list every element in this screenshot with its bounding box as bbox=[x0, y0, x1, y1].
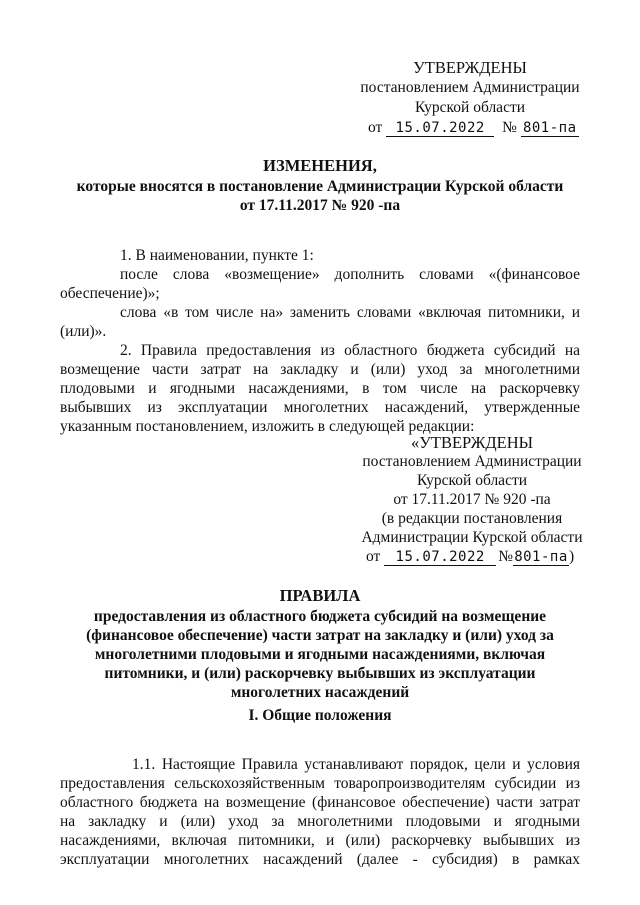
item1-line3: слова «в том числе на» заменить словами «включая питомники, и bbox=[120, 304, 580, 321]
item2-line5: указанным постановлением, изложить в следующей редакции: bbox=[60, 418, 475, 435]
quote-number: 801-па bbox=[514, 549, 568, 565]
approval-line1: постановлением Администрации bbox=[360, 79, 580, 96]
quote-date: 15.07.2022 bbox=[384, 549, 496, 566]
section1-heading: I. Общие положения bbox=[248, 707, 392, 724]
item2-line3: плодовыми и ягодными насаждениями, в том числе на раскорчевку bbox=[60, 380, 580, 397]
rules-sub5: многолетних насаждений bbox=[230, 684, 410, 701]
section1-line1: 1.1. Настоящие Правила устанавливают порядок, цели и условия bbox=[132, 756, 580, 773]
changes-subtitle2: от 17.11.2017 № 920 -па bbox=[239, 197, 401, 214]
item2-line1: 2. Правила предоставления из областного бюджета субсидий на bbox=[120, 342, 580, 359]
quote-block bbox=[352, 433, 592, 569]
approval-num-label: № bbox=[502, 119, 517, 136]
item1-line2: обеспечение)»; bbox=[60, 285, 160, 302]
item1-line1: после слова «возмещение» дополнить словами «(финансовое bbox=[120, 266, 580, 283]
quote-from-label: от bbox=[366, 548, 381, 565]
section1-line2: предоставления сельскохозяйственным товаропроизводителям субсидии из bbox=[60, 775, 580, 792]
quote-line5: Администрации Курской области bbox=[361, 529, 583, 546]
section1-line5: насаждениями, включая питомники, и (или) раскорчевку выбывших из bbox=[60, 832, 580, 849]
quote-date-line bbox=[352, 547, 592, 569]
item1-heading: 1. В наименовании, пункте 1: bbox=[120, 247, 314, 264]
quote-close: ) bbox=[569, 548, 575, 565]
quote-num-label: № bbox=[498, 548, 513, 565]
rules-sub2: (финансовое обеспечение) части затрат на закладку и (или) уход за bbox=[86, 627, 554, 644]
changes-subtitle1: которые вносятся в постановление Администрации Курской области bbox=[76, 178, 564, 195]
quote-title: «УТВЕРЖДЕНЫ bbox=[410, 433, 534, 452]
item2-line4: выбывших из эксплуатации многолетних насаждений, утвержденные bbox=[60, 399, 580, 416]
quote-line4: (в редакции постановления bbox=[381, 510, 563, 527]
item1-line4: (или)». bbox=[60, 323, 107, 340]
approval-line2: Курской области bbox=[414, 99, 526, 116]
approval-date-line bbox=[350, 118, 590, 140]
approval-from-label: от bbox=[368, 119, 383, 136]
section1-line4: на закладку и (или) уход за многолетними плодовыми и ягодными bbox=[60, 813, 580, 830]
approval-title: УТВЕРЖДЕНЫ bbox=[413, 58, 527, 77]
quote-line1: постановлением Администрации bbox=[362, 453, 582, 470]
approval-date: 15.07.2022 bbox=[386, 120, 494, 137]
rules-title: ПРАВИЛА bbox=[279, 586, 361, 605]
section1-line3: областного бюджета на возмещение (финансовое обеспечение) части затрат bbox=[60, 794, 580, 811]
rules-sub4: питомники, и (или) раскорчевку выбывших из эксплуатации bbox=[104, 665, 536, 682]
item2-line2: возмещение части затрат на закладку и (или) уход за многолетними bbox=[60, 361, 580, 378]
rules-sub1: предоставления из областного бюджета субсидий на возмещение bbox=[93, 608, 547, 625]
quote-line2: Курской области bbox=[416, 472, 528, 489]
rules-sub3: многолетними плодовыми и ягодными насаждениями, включая bbox=[94, 646, 546, 663]
section1-line6: эксплуатации многолетних насаждений (далее - субсидия) в рамках bbox=[60, 851, 580, 868]
approval-number: 801-па bbox=[521, 120, 579, 137]
approval-block bbox=[350, 58, 590, 140]
changes-title: ИЗМЕНЕНИЯ, bbox=[263, 156, 377, 175]
quote-line3: от 17.11.2017 № 920 -па bbox=[393, 491, 551, 508]
